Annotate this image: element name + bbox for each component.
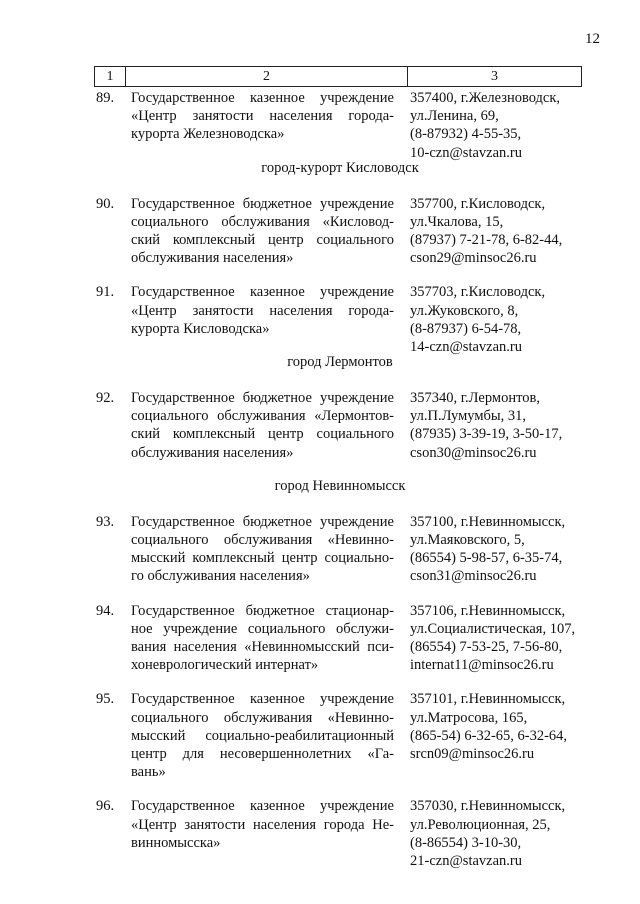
table-row (0, 389, 640, 462)
header-col-1: 1 (95, 67, 126, 86)
organization-line: ский комплексный центр социального (131, 232, 394, 249)
address-line: cson29@minsoc26.ru (410, 250, 537, 267)
organization-line: Государственное казенное учреждение (131, 90, 394, 106)
address-line: 357100, г.Невинномысск, (410, 513, 566, 530)
table-row (0, 513, 640, 586)
address-line: 10-czn@stavzan.ru (410, 144, 522, 161)
address-line: (8-86554) 3-10-30, (410, 834, 522, 851)
organization-line: вань» (131, 764, 166, 781)
address-line: 357030, г.Невинномысск, (410, 798, 566, 815)
organization-line: центр для несовершеннолетних «Га- (131, 746, 394, 763)
address-line: (86554) 5-98-57, 6-35-74, (410, 550, 563, 567)
organization-line: «Центр занятости населения города- (131, 108, 394, 125)
address-line: 21-czn@stavzan.ru (410, 853, 522, 870)
organization-line: Государственное бюджетное учреждение (131, 390, 394, 407)
organization-line: Государственное бюджетное стационар- (131, 602, 394, 619)
address-line: 357340, г.Лермонтов, (410, 390, 540, 407)
table-row (0, 797, 640, 870)
organization-line: вания населения «Невинномысский пси- (131, 639, 394, 656)
organization-line: социального обслуживания «Кисловод- (131, 213, 394, 230)
address-line: (865-54) 6-32-65, 6-32-64, (410, 727, 568, 744)
header-col-3: 3 (491, 68, 498, 84)
organization-line: социального обслуживания «Невинно- (131, 532, 394, 549)
organization-line: Государственное бюджетное учреждение (131, 513, 394, 530)
address-line: 357101, г.Невинномысск, (410, 691, 566, 708)
address-line: 357106, г.Невинномысск, (410, 602, 566, 619)
organization-line: винномысска» (131, 834, 221, 851)
address-contact (410, 283, 610, 356)
organization-line: Государственное казенное учреждение (131, 798, 394, 815)
organization-line: обслуживания населения» (131, 250, 294, 267)
address-line: ул.Чкалова, 15, (410, 213, 504, 230)
address-line: (8-87937) 6-54-78, (410, 320, 522, 337)
row-number: 93. (96, 513, 115, 530)
row-number: 89. (96, 90, 115, 106)
organization-line: го обслуживания населения» (131, 568, 310, 585)
organization-name (131, 89, 394, 144)
organization-line: Государственное бюджетное учреждение (131, 195, 394, 212)
address-line: 357400, г.Железноводск, (410, 90, 561, 106)
organization-line: курорта Кисловодска» (131, 320, 270, 337)
row-number: 94. (96, 602, 115, 619)
organization-name (131, 690, 394, 781)
row-number: 91. (96, 284, 115, 301)
address-line: ул.Ленина, 69, (410, 108, 499, 125)
table-row (0, 602, 640, 675)
address-line: ул.П.Лумумбы, 31, (410, 408, 527, 425)
organization-line: мысский комплексный центр социально- (131, 550, 394, 567)
address-contact (410, 513, 610, 586)
section-heading: город Лермонтов (287, 354, 393, 371)
address-line: ул.Маяковского, 5, (410, 532, 525, 549)
address-line: internat11@minsoc26.ru (410, 657, 554, 674)
row-number: 90. (96, 195, 115, 212)
section-heading: город Невинномысск (274, 477, 406, 494)
address-line: ул.Жуковского, 8, (410, 302, 519, 319)
organization-line: обслуживания населения» (131, 444, 294, 461)
organization-name (131, 195, 394, 268)
address-line: 357703, г.Кисловодск, (410, 284, 546, 301)
address-line: srcn09@minsoc26.ru (410, 746, 535, 763)
address-line: ул.Революционная, 25, (410, 816, 551, 833)
address-line: (87937) 7-21-78, 6-82-44, (410, 232, 563, 249)
address-line: (87935) 3-39-19, 3-50-17, (410, 426, 563, 443)
address-line: (86554) 7-53-25, 7-56-80, (410, 639, 563, 656)
organization-line: мысский социально-реабилитационный (131, 727, 394, 744)
address-line: cson31@minsoc26.ru (410, 568, 537, 585)
organization-name (131, 389, 394, 462)
address-contact (410, 389, 610, 462)
organization-line: Государственное казенное учреждение (131, 284, 394, 301)
table-header (94, 66, 582, 87)
address-line: cson30@minsoc26.ru (410, 444, 537, 461)
row-number: 92. (96, 390, 115, 407)
address-contact (410, 89, 610, 162)
address-line: (8-87932) 4-55-35, (410, 126, 522, 143)
organization-name (131, 602, 394, 675)
organization-name (131, 513, 394, 586)
organization-line: курорта Железноводска» (131, 126, 285, 143)
address-contact (410, 195, 610, 268)
organization-line: «Центр занятости населения города- (131, 302, 394, 319)
document-body (0, 89, 640, 868)
page-number: 12 (585, 31, 600, 47)
organization-line: «Центр занятости населения города Не- (131, 816, 394, 833)
table-row (0, 283, 640, 356)
organization-line: социального обслуживания «Невинно- (131, 709, 394, 726)
address-contact (410, 602, 610, 675)
organization-name (131, 797, 394, 852)
address-contact (410, 690, 610, 763)
organization-line: Государственное казенное учреждение (131, 691, 394, 708)
address-line: 14-czn@stavzan.ru (410, 339, 522, 356)
row-number: 96. (96, 798, 115, 815)
table-row (0, 89, 640, 161)
section-heading: город-курорт Кисловодск (261, 159, 419, 176)
organization-line: социального обслуживания «Лермонтов- (131, 408, 394, 425)
organization-line: ное учреждение социального обслужи- (131, 620, 394, 637)
address-line: ул.Социалистическая, 107, (410, 620, 576, 637)
address-line: 357700, г.Кисловодск, (410, 195, 546, 212)
table-row (0, 690, 640, 781)
row-number: 95. (96, 691, 115, 708)
organization-name (131, 283, 394, 338)
table-row (0, 195, 640, 268)
address-contact (410, 797, 610, 870)
header-col-2: 2 (126, 67, 408, 86)
address-line: ул.Матросова, 165, (410, 709, 528, 726)
organization-line: ский комплексный центр социального (131, 426, 394, 443)
organization-line: хоневрологический интернат» (131, 657, 319, 674)
